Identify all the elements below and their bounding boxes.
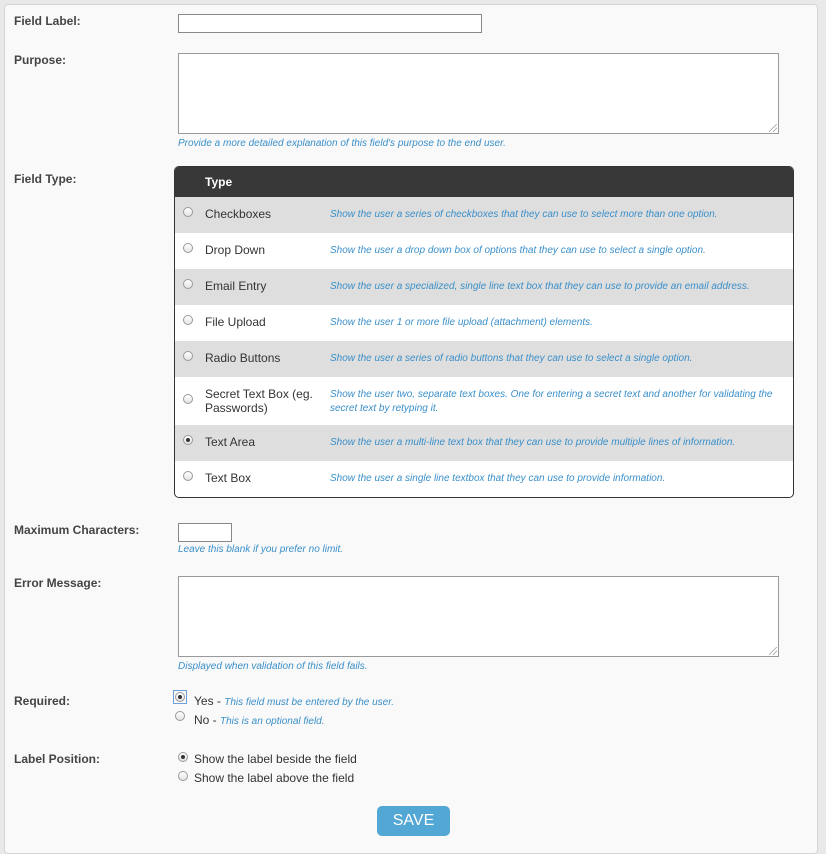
label-above-option[interactable]: Show the label above the field — [194, 771, 355, 785]
type-row-text-area[interactable] — [175, 425, 793, 461]
resize-grip-icon[interactable] — [769, 647, 777, 655]
type-desc: Show the user a series of checkboxes that they can use to select more than one option. — [330, 209, 718, 220]
field-type-header — [175, 167, 793, 197]
type-desc: Show the user a drop down box of options that they can use to select a single option. — [330, 245, 706, 256]
max-chars-label: Maximum Characters: — [14, 523, 140, 537]
required-no-hint: This is an optional field. — [220, 716, 325, 727]
error-message-help: Displayed when validation of this field fails. — [178, 661, 368, 672]
required-label: Required: — [14, 694, 71, 708]
type-radio-secret-text-box[interactable] — [183, 394, 193, 404]
save-button[interactable]: SAVE — [377, 806, 450, 836]
resize-grip-icon[interactable] — [769, 124, 777, 132]
type-radio-file-upload[interactable] — [183, 315, 193, 325]
type-name: Email Entry — [205, 279, 267, 293]
label-above-radio[interactable] — [178, 771, 188, 781]
type-name: Drop Down — [205, 243, 266, 257]
type-name: Text Area — [205, 435, 256, 449]
type-row-email-entry[interactable] — [175, 269, 793, 305]
type-name: Checkboxes — [205, 207, 272, 221]
type-desc: Show the user a single line textbox that they can use to provide information. — [330, 473, 666, 484]
required-yes-label: Yes — [194, 694, 214, 708]
required-yes-radio[interactable] — [175, 692, 185, 702]
max-chars-input[interactable] — [178, 523, 232, 542]
type-desc: Show the user 1 or more file upload (attachment) elements. — [330, 317, 593, 328]
required-no-option[interactable]: No - This is an optional field. — [194, 713, 325, 727]
field-type-label: Field Type: — [14, 172, 77, 186]
type-desc: Show the user a specialized, single line text box that they can use to provide an email address. — [330, 281, 750, 292]
type-radio-radio-buttons[interactable] — [183, 351, 193, 361]
label-beside-option[interactable]: Show the label beside the field — [194, 752, 357, 766]
type-name: Radio Buttons — [205, 351, 281, 365]
max-chars-help: Leave this blank if you prefer no limit. — [178, 544, 344, 555]
type-desc: Show the user a series of radio buttons that they can use to select a single option. — [330, 353, 693, 364]
required-yes-option[interactable]: Yes - This field must be entered by the user. — [194, 694, 394, 708]
field-label-label: Field Label: — [14, 14, 81, 28]
label-position-label: Label Position: — [14, 752, 101, 766]
type-column-header: Type — [205, 175, 233, 189]
type-row-file-upload[interactable] — [175, 305, 793, 341]
field-type-table — [174, 166, 794, 498]
error-message-label: Error Message: — [14, 576, 102, 590]
required-no-radio[interactable] — [175, 711, 185, 721]
type-desc: Show the user two, separate text boxes. One for entering a secret text and another for validating the secret text by retyping it. — [330, 389, 773, 414]
purpose-label: Purpose: — [14, 53, 67, 67]
error-message-textarea[interactable] — [178, 576, 779, 657]
type-radio-drop-down[interactable] — [183, 243, 193, 253]
type-name: Secret Text Box (eg. Passwords) — [205, 387, 313, 415]
type-name: Text Box — [205, 471, 252, 485]
purpose-textarea[interactable] — [178, 53, 779, 134]
type-radio-checkboxes[interactable] — [183, 207, 193, 217]
type-name: File Upload — [205, 315, 266, 329]
type-radio-email-entry[interactable] — [183, 279, 193, 289]
required-no-label: No — [194, 713, 210, 727]
purpose-help: Provide a more detailed explanation of this field's purpose to the end user. — [178, 138, 506, 149]
type-radio-text-area[interactable] — [183, 435, 193, 445]
type-desc: Show the user a multi-line text box that they can use to provide multiple lines of information. — [330, 437, 736, 448]
type-row-secret-text-box[interactable] — [175, 377, 793, 425]
field-label-input[interactable] — [178, 14, 482, 33]
type-row-text-box[interactable] — [175, 461, 793, 497]
label-beside-radio[interactable] — [178, 752, 188, 762]
type-radio-text-box[interactable] — [183, 471, 193, 481]
type-row-radio-buttons[interactable] — [175, 341, 793, 377]
required-yes-hint: This field must be entered by the user. — [224, 697, 394, 708]
type-row-drop-down[interactable] — [175, 233, 793, 269]
type-row-checkboxes[interactable] — [175, 197, 793, 233]
